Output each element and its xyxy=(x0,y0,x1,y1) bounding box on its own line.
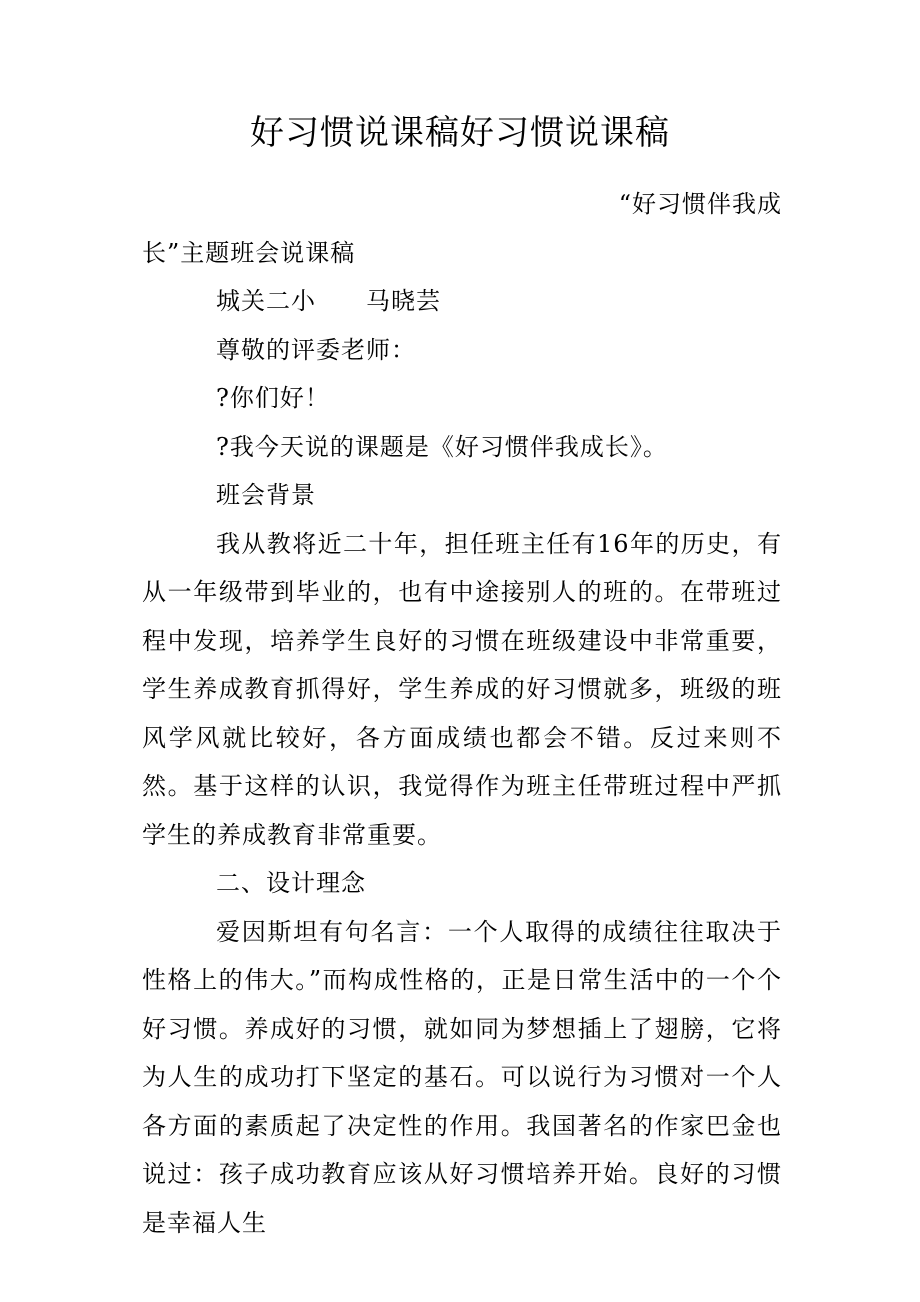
salutation: 尊敬的评委老师： xyxy=(216,335,416,364)
paragraph-background: 我从教将近二十年，担任班主任有16年的历史，有从一年级带到毕业的，也有中途接别人的班的。在带班过程中发现，培养学生良好的习惯在班级建设中非常重要，学生养成教育抓得好，学生养成的好习惯就多，班级的班风学风就比较好，各方面成绩也都会不错。反过来则不然。基于这样的认识，我觉得作为班主任带班过程中严抓学生的养成教育非常重要。 xyxy=(142,529,782,849)
document-body xyxy=(142,180,782,1247)
section-heading-design-concept: 二、设计理念 xyxy=(216,869,366,897)
topic-line: ?我今天说的课题是《好习惯伴我成长》。 xyxy=(216,432,668,461)
section-heading-background: 班会背景 xyxy=(216,481,316,509)
author-line: 城关二小 马晓芸 xyxy=(216,287,441,315)
greeting: ?你们好！ xyxy=(216,384,330,412)
subtitle-line-2: 长”主题班会说课稿 xyxy=(142,238,356,267)
paragraph-design-concept: 爱因斯坦有句名言：一个人取得的成绩往往取决于性格上的伟大。”而构成性格的，正是日常生活中的一个个好习惯。养成好的习惯，就如同为梦想插上了翅膀，它将为人生的成功打下坚定的基石。可以说行为习惯对一个人各方面的素质起了决定性的作用。我国著名的作家巴金也说过：孩子成功教育应该从好习惯培养开始。良好的习惯是幸福人生 xyxy=(142,917,782,1237)
page-title: 好习惯说课稿好习惯说课稿 xyxy=(250,113,670,153)
subtitle-line-1: “好习惯伴我成 xyxy=(618,190,782,218)
